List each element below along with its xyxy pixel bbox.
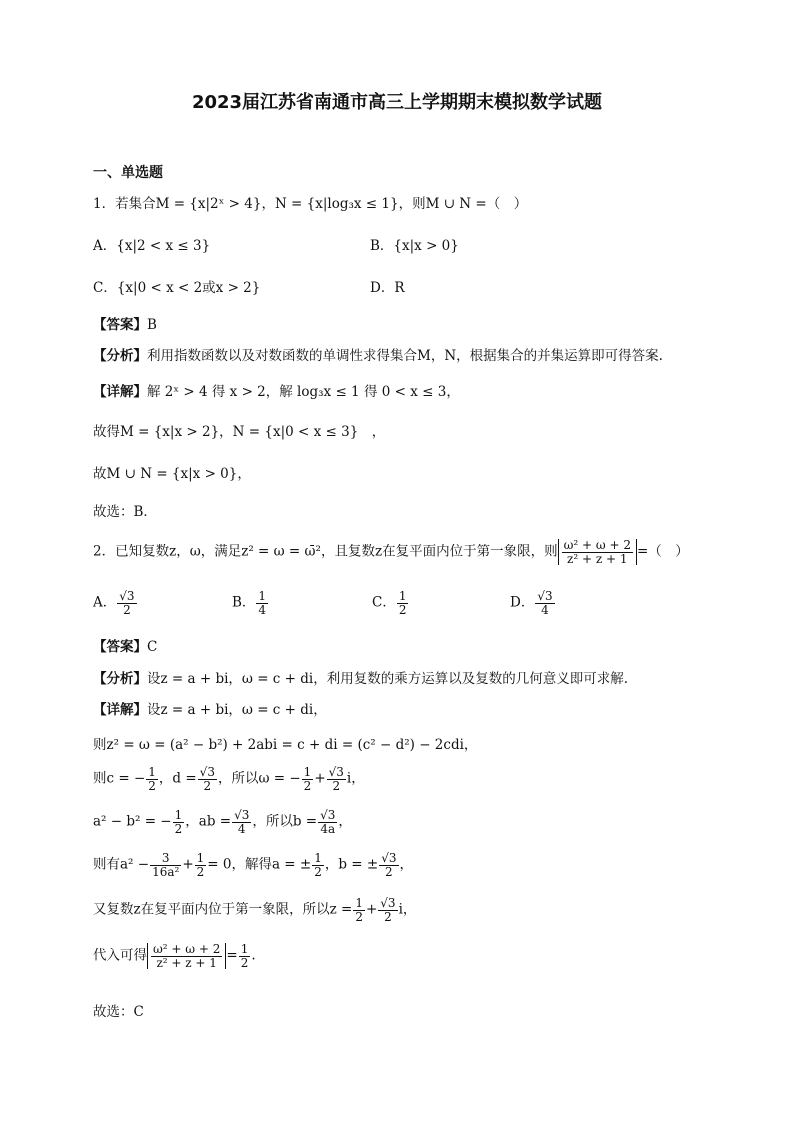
option-fraction: [117, 590, 136, 616]
option-fraction: [256, 590, 268, 616]
step-fraction: [318, 809, 337, 835]
q2-stem-prefix: 2．已知复数z，ω，满足z² = ω = ω̄²，且复数z在复平面内位于第一象限，则: [93, 543, 558, 560]
fraction-numerator: √3: [119, 589, 135, 603]
fraction-denominator: z² + z + 1: [156, 955, 217, 970]
fraction-denominator: 16a²: [152, 864, 180, 879]
fraction-numerator: √3: [234, 808, 250, 822]
detail-tag: 【详解】: [93, 384, 147, 400]
step-fraction: [379, 852, 398, 878]
step-text: +: [182, 856, 194, 873]
fraction-denominator: z² + z + 1: [567, 551, 628, 566]
fraction-numerator: 1: [398, 589, 407, 603]
step-fraction: [195, 852, 207, 878]
q1-option-c: C．{x|0 < x < 2或x > 2}: [93, 280, 261, 296]
q1-step-union: 故M ∪ N = {x|x > 0}，: [93, 466, 251, 482]
step-text: 又复数z在复平面内位于第一象限，所以z =: [93, 901, 353, 918]
q2-stem-abs: [558, 539, 637, 565]
detail-text: 解 2ˣ > 4 得 x > 2，解 log₃x ≤ 1 得 0 < x ≤ 3，: [147, 384, 460, 400]
fraction-numerator: 1: [196, 851, 205, 865]
q2-choose: 故选：C: [93, 1004, 144, 1020]
fraction-denominator: 2: [203, 778, 212, 793]
fraction-numerator: 1: [303, 765, 312, 779]
step-text: a² − b² = −: [93, 813, 172, 830]
q1-detail: [93, 380, 460, 400]
step-text: ，所以ω = −: [217, 770, 301, 787]
step-text: i，: [398, 901, 417, 918]
fraction-denominator: 2: [303, 778, 312, 793]
step-fraction: [150, 852, 181, 878]
option-label: D．: [510, 594, 535, 611]
step-fraction: [146, 766, 158, 792]
fraction-numerator: 1: [240, 942, 249, 956]
q1-step-sets: 故得M = {x|x > 2}，N = {x|0 < x ≤ 3} ，: [93, 424, 386, 440]
q1-answer: [93, 313, 157, 333]
answer-tag: 【答案】: [93, 639, 147, 655]
answer-value: B: [147, 317, 157, 333]
step-text: ，: [338, 813, 352, 830]
fraction-numerator: 1: [148, 765, 156, 779]
step-text: ，d =: [158, 770, 197, 787]
fraction-numerator: 3: [150, 852, 181, 866]
step-fraction: [327, 766, 346, 792]
fraction-denominator: 2: [332, 778, 341, 793]
answer-tag: 【答案】: [93, 317, 147, 333]
fraction-numerator: √3: [381, 851, 397, 865]
step-fraction: [232, 809, 251, 835]
fraction-denominator: 2: [174, 821, 183, 836]
step-text: 则有a² −: [93, 856, 150, 873]
option-label: C．: [372, 594, 396, 611]
step-text: +: [365, 901, 378, 918]
q2-analysis: [93, 667, 628, 687]
q2-stem-suffix: =（ ）: [636, 543, 689, 560]
answer-value: C: [147, 639, 158, 655]
abs-value: [147, 943, 226, 969]
step-text: 代入可得: [93, 947, 147, 964]
step-fraction: [173, 809, 185, 835]
analysis-tag: 【分析】: [93, 348, 147, 364]
fraction-denominator: 2: [196, 864, 205, 879]
fraction-numerator: ω² + ω + 2: [563, 538, 631, 552]
step-text: ，所以b =: [252, 813, 318, 830]
fraction-denominator: 4a: [320, 821, 336, 836]
q1-option-b: B．{x|x > 0}: [370, 238, 459, 254]
q2-answer: [93, 635, 157, 655]
q1-option-a: A．{x|2 < x ≤ 3}: [93, 238, 211, 254]
fraction-denominator: 2: [148, 778, 156, 793]
step-text: ，b = ±: [324, 856, 379, 873]
fraction-numerator: √3: [199, 765, 215, 779]
section-heading: 一、单选题: [93, 165, 163, 181]
step-fraction: [198, 766, 217, 792]
fraction-numerator: √3: [328, 765, 344, 779]
fraction-denominator: 2: [398, 602, 407, 617]
fraction-numerator: √3: [380, 896, 396, 910]
fraction-numerator: ω² + ω + 2: [153, 942, 221, 956]
q2-step-1: 则z² = ω = (a² − b²) + 2abi = c + di = (c² − d²) − 2cdi，: [93, 737, 478, 753]
step-text: ，: [399, 856, 413, 873]
q2-step-4: [93, 852, 413, 878]
step-text: = 0，解得a = ±: [207, 856, 312, 873]
step-fraction: [239, 943, 251, 969]
step-fraction: [312, 852, 324, 878]
analysis-text: 设z = a + bi，ω = c + di，利用复数的乘方运算以及复数的几何意义即可求解.: [147, 671, 629, 687]
fraction-denominator: 2: [384, 909, 392, 924]
fraction-numerator: 1: [314, 851, 322, 865]
q2-option-d: [510, 590, 556, 616]
analysis-tag: 【分析】: [93, 671, 147, 687]
step-text: 则c = −: [93, 770, 146, 787]
step-text: =: [226, 947, 238, 964]
option-label: B．: [232, 594, 256, 611]
page-title: 2023届江苏省南通市高三上学期期末模拟数学试题: [191, 92, 603, 113]
step-text: .: [251, 947, 256, 964]
fraction-numerator: 1: [258, 589, 267, 603]
step-fraction: [378, 897, 397, 923]
q1-choose: 故选：B．: [93, 504, 157, 520]
q2-option-b: [232, 590, 269, 616]
q2-option-c: [372, 590, 409, 616]
step-fraction: [353, 897, 365, 923]
fraction-numerator: √3: [320, 808, 336, 822]
q2-step-3: [93, 809, 352, 835]
detail-text: 设z = a + bi，ω = c + di，: [147, 702, 327, 718]
fraction-denominator: 4: [237, 821, 246, 836]
q2-option-a: [93, 590, 138, 616]
fraction-denominator: 2: [240, 955, 249, 970]
fraction-numerator: 1: [355, 896, 363, 910]
q2-step-6: [93, 943, 256, 969]
fraction-denominator: 2: [123, 602, 131, 617]
step-fraction: [151, 943, 222, 969]
q2-step-2: [93, 766, 365, 792]
step-text: i，: [346, 770, 365, 787]
fraction-denominator: 4: [258, 602, 267, 617]
step-text: ，ab =: [185, 813, 232, 830]
detail-tag: 【详解】: [93, 702, 147, 718]
option-label: A．: [93, 594, 117, 611]
step-text: +: [314, 770, 326, 787]
q1-analysis: [93, 344, 663, 364]
q1-stem: 1．若集合M = {x|2ˣ > 4}，N = {x|log₃x ≤ 1}，则M ∪ N =（ ）: [93, 196, 528, 212]
analysis-text: 利用指数函数以及对数函数的单调性求得集合M，N，根据集合的并集运算即可得答案.: [147, 348, 663, 364]
fraction-numerator: 1: [174, 808, 183, 822]
q2-stem: [93, 539, 689, 565]
q2-step-5: [93, 897, 416, 923]
fraction-denominator: 2: [355, 909, 363, 924]
q1-option-d: D．R: [370, 280, 405, 296]
q2-stem-fraction: [562, 539, 633, 565]
q2-detail: [93, 698, 327, 718]
option-fraction: [397, 590, 409, 616]
fraction-denominator: 2: [385, 864, 393, 879]
step-fraction: [302, 766, 314, 792]
fraction-denominator: 4: [541, 602, 549, 617]
fraction-numerator: √3: [537, 589, 553, 603]
option-fraction: [535, 590, 554, 616]
fraction-denominator: 2: [314, 864, 322, 879]
